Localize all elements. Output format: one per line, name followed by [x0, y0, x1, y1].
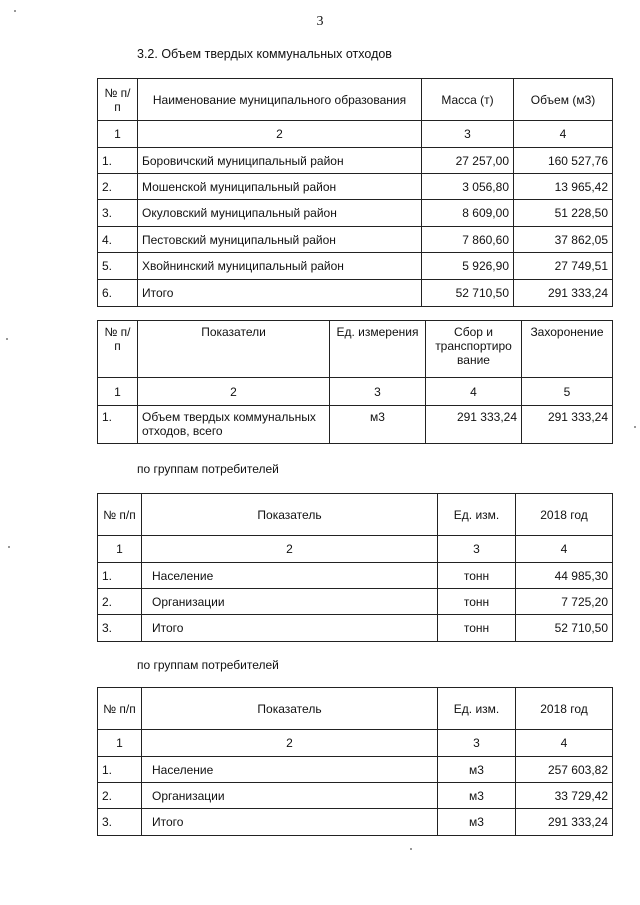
row-number: 1. [98, 757, 142, 783]
municipality-name: Окуловский муниципальный район [138, 200, 422, 227]
table-row [98, 253, 613, 280]
header-mass: Масса (т) [422, 79, 514, 121]
header-collection-transport: Сбор и транспортиро вание [426, 321, 522, 378]
indicator-name: Население [142, 757, 438, 783]
column-index-row [98, 536, 613, 563]
index-cell: 2 [138, 378, 330, 406]
table-row [98, 406, 613, 444]
table-row [98, 174, 613, 200]
waste-by-municipality-table [97, 78, 613, 307]
column-index-row [98, 730, 613, 757]
index-cell: 4 [516, 536, 613, 563]
header-year: 2018 год [516, 688, 613, 730]
index-cell: 1 [98, 121, 138, 148]
header-burial: Захоронение [522, 321, 613, 378]
waste-handling-table [97, 320, 613, 444]
table-row [98, 757, 613, 783]
header-unit: Ед. измерения [330, 321, 426, 378]
volume-value: 13 965,42 [514, 174, 613, 200]
index-cell: 4 [516, 730, 613, 757]
index-cell: 5 [522, 378, 613, 406]
index-cell: 3 [422, 121, 514, 148]
index-cell: 2 [142, 536, 438, 563]
total-label: Итого [142, 615, 438, 642]
municipality-name: Хвойнинский муниципальный район [138, 253, 422, 280]
unit-value: м3 [330, 406, 426, 444]
header-indicator: Показатель [142, 688, 438, 730]
mass-value: 8 609,00 [422, 200, 514, 227]
collection-value: 291 333,24 [426, 406, 522, 444]
unit-value: м3 [438, 783, 516, 809]
header-unit: Ед. изм. [438, 688, 516, 730]
header-number: № п/п [98, 321, 138, 378]
row-number: 3. [98, 809, 142, 836]
index-cell: 3 [330, 378, 426, 406]
row-number: 3. [98, 200, 138, 227]
total-label: Итого [138, 280, 422, 307]
table-header-row [98, 688, 613, 730]
volume-value: 51 228,50 [514, 200, 613, 227]
mass-total: 52 710,50 [422, 280, 514, 307]
volume-value: 37 862,05 [514, 227, 613, 253]
mass-value: 27 257,00 [422, 148, 514, 174]
index-cell: 4 [426, 378, 522, 406]
year-value: 33 729,42 [516, 783, 613, 809]
unit-value: м3 [438, 757, 516, 783]
group-label: по группам потребителей [137, 658, 279, 672]
municipality-name: Пестовский муниципальный район [138, 227, 422, 253]
consumer-groups-mass-table [97, 493, 613, 642]
row-number: 3. [98, 615, 142, 642]
row-number: 2. [98, 783, 142, 809]
group-label: по группам потребителей [137, 462, 279, 476]
column-index-row [98, 378, 613, 406]
year-value: 257 603,82 [516, 757, 613, 783]
mass-value: 7 860,60 [422, 227, 514, 253]
municipality-name: Мошенской муниципальный район [138, 174, 422, 200]
header-indicators: Показатели [138, 321, 330, 378]
year-total: 52 710,50 [516, 615, 613, 642]
column-index-row [98, 121, 613, 148]
scan-speck [6, 338, 8, 340]
row-number: 2. [98, 174, 138, 200]
municipality-name: Боровичский муниципальный район [138, 148, 422, 174]
total-label: Итого [142, 809, 438, 836]
year-value: 7 725,20 [516, 589, 613, 615]
index-cell: 3 [438, 536, 516, 563]
table-row [98, 148, 613, 174]
unit-value: тонн [438, 589, 516, 615]
volume-total: 291 333,24 [514, 280, 613, 307]
consumer-groups-volume-table [97, 687, 613, 836]
scan-speck [8, 546, 10, 548]
indicator-name: Население [142, 563, 438, 589]
header-volume: Объем (м3) [514, 79, 613, 121]
volume-value: 27 749,51 [514, 253, 613, 280]
unit-value: тонн [438, 563, 516, 589]
row-number: 1. [98, 406, 138, 444]
row-number: 2. [98, 589, 142, 615]
burial-value: 291 333,24 [522, 406, 613, 444]
row-number: 1. [98, 148, 138, 174]
year-total: 291 333,24 [516, 809, 613, 836]
unit-value: тонн [438, 615, 516, 642]
scan-speck [14, 10, 16, 12]
row-number: 6. [98, 280, 138, 307]
table-row [98, 227, 613, 253]
indicator-name: Организации [142, 589, 438, 615]
table-header-row [98, 79, 613, 121]
scan-speck [634, 426, 636, 428]
index-cell: 1 [98, 378, 138, 406]
table-header-row [98, 321, 613, 378]
year-value: 44 985,30 [516, 563, 613, 589]
table-row [98, 783, 613, 809]
header-indicator: Показатель [142, 494, 438, 536]
index-cell: 2 [142, 730, 438, 757]
table-header-row [98, 494, 613, 536]
header-number: № п/п [98, 688, 142, 730]
header-number: № п/п [98, 79, 138, 121]
table-row [98, 563, 613, 589]
table-row [98, 200, 613, 227]
header-municipality: Наименование муниципального образования [138, 79, 422, 121]
header-year: 2018 год [516, 494, 613, 536]
header-number: № п/п [98, 494, 142, 536]
index-cell: 4 [514, 121, 613, 148]
page-number: 3 [316, 14, 324, 29]
mass-value: 3 056,80 [422, 174, 514, 200]
indicator-name: Объем твердых коммунальных отходов, всего [138, 406, 330, 444]
index-cell: 1 [98, 536, 142, 563]
index-cell: 2 [138, 121, 422, 148]
table-row [98, 589, 613, 615]
row-number: 1. [98, 563, 142, 589]
volume-value: 160 527,76 [514, 148, 613, 174]
indicator-name: Организации [142, 783, 438, 809]
total-row [98, 809, 613, 836]
row-number: 4. [98, 227, 138, 253]
total-row [98, 615, 613, 642]
scan-speck [410, 848, 412, 850]
index-cell: 3 [438, 730, 516, 757]
mass-value: 5 926,90 [422, 253, 514, 280]
section-title: 3.2. Объем твердых коммунальных отходов [137, 47, 392, 61]
total-row [98, 280, 613, 307]
unit-value: м3 [438, 809, 516, 836]
header-unit: Ед. изм. [438, 494, 516, 536]
index-cell: 1 [98, 730, 142, 757]
row-number: 5. [98, 253, 138, 280]
